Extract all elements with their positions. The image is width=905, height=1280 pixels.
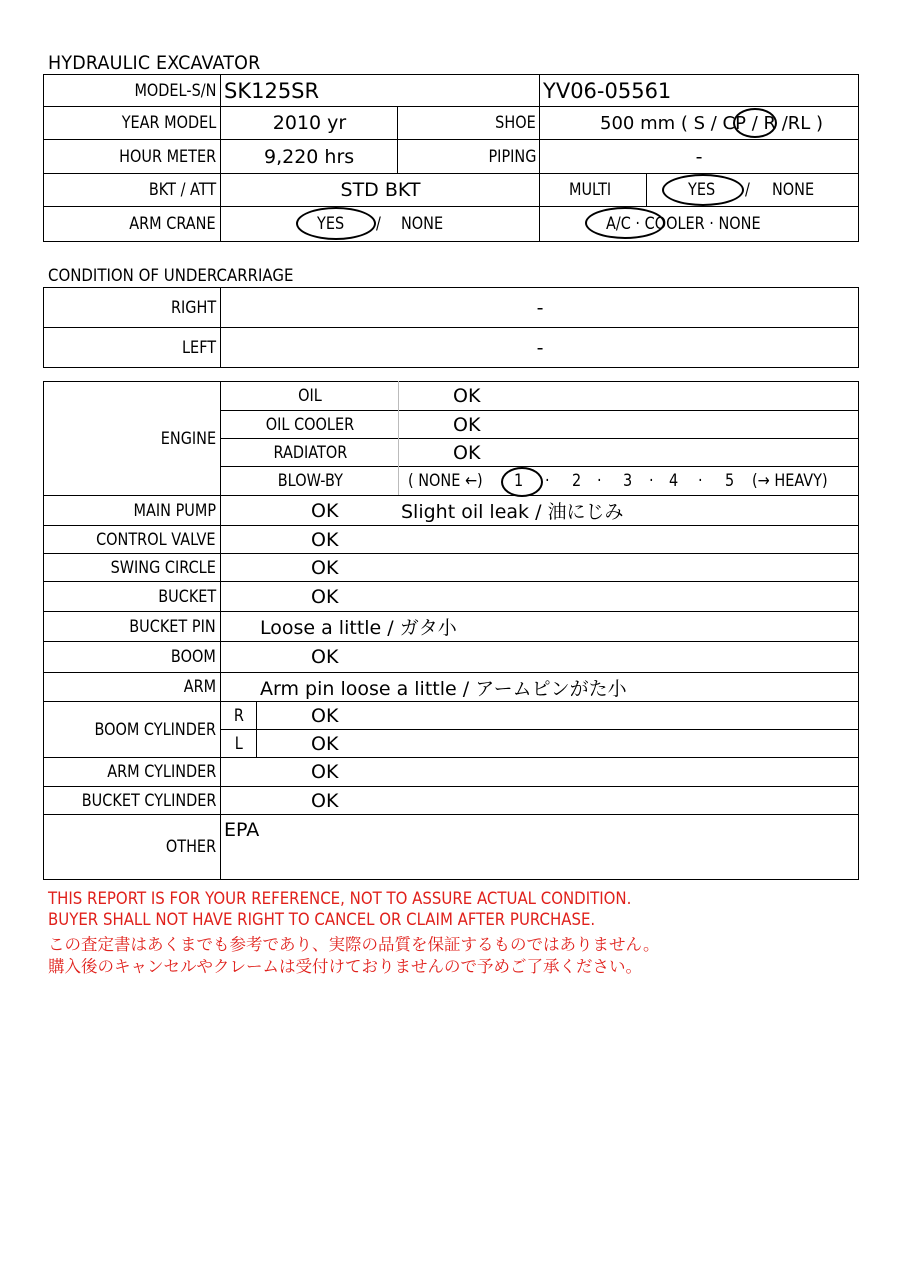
right-value-cell xyxy=(222,288,858,327)
blowby-2: 2 xyxy=(572,471,582,491)
document-title: HYDRAULIC EXCAVATOR xyxy=(48,52,261,74)
oil-cooler-value: OK xyxy=(453,413,481,436)
blowby-scale xyxy=(400,467,858,495)
bkt-att-label: BKT / ATT xyxy=(148,180,216,200)
piping-label-cell xyxy=(400,140,536,173)
multi-none: NONE xyxy=(772,180,815,200)
arm-value: Arm pin loose a little / アームピンがた小 xyxy=(260,677,627,700)
bkt-att-cell xyxy=(222,174,539,206)
boom-cyl-r-label: R xyxy=(233,705,245,726)
undercarriage-title: CONDITION OF UNDERCARRIAGE xyxy=(48,266,294,286)
blowby-dot: · xyxy=(597,471,602,491)
model-sn-label: MODEL-S/N xyxy=(134,80,216,101)
piping-value: - xyxy=(695,145,703,168)
arm-crane-none: NONE xyxy=(401,214,444,234)
control-valve-value: OK xyxy=(311,528,339,551)
serial-value: YV06-05561 xyxy=(543,78,672,103)
bucket-value: OK xyxy=(311,585,339,608)
radiator-value-cell xyxy=(453,439,553,466)
bucket-pin-value-cell xyxy=(260,612,850,641)
bkt-att-value: STD BKT xyxy=(340,179,421,201)
arm-crane-options xyxy=(222,207,538,241)
arm-cylinder-label: ARM CYLINDER xyxy=(106,762,216,782)
radiator-label-cell xyxy=(222,439,398,466)
shoe-selected-circle xyxy=(733,108,777,138)
bucket-cylinder-label-cell xyxy=(45,787,216,814)
year-model-label-cell xyxy=(45,107,216,139)
bucket-pin-label: BUCKET PIN xyxy=(129,616,216,637)
oil-value: OK xyxy=(453,385,481,407)
boom-cylinder-label: BOOM CYLINDER xyxy=(94,719,216,740)
disclaimer-line-2: BUYER SHALL NOT HAVE RIGHT TO CANCEL OR CLAIM AFTER PURCHASE. xyxy=(48,910,596,930)
year-model-label: YEAR MODEL xyxy=(121,113,216,133)
boom-label: BOOM xyxy=(171,647,216,667)
engine-label-cell xyxy=(45,382,216,495)
oil-cooler-label-cell xyxy=(222,411,398,438)
oil-cooler-label: OIL COOLER xyxy=(265,414,355,435)
boom-label-cell xyxy=(45,642,216,672)
shoe-label: SHOE xyxy=(495,113,536,133)
bucket-label-cell xyxy=(45,582,216,611)
boom-cylinder-label-cell xyxy=(45,702,216,757)
multi-yes: YES xyxy=(688,180,716,200)
multi-label: MULTI xyxy=(569,180,612,200)
radiator-value: OK xyxy=(453,441,481,464)
hour-meter-label-cell xyxy=(45,140,216,173)
swing-circle-label-cell xyxy=(45,554,216,581)
swing-circle-value-cell xyxy=(311,554,391,581)
blowby-4: 4 xyxy=(669,471,679,491)
blowby-1: 1 xyxy=(514,471,524,491)
arm-cylinder-value-cell xyxy=(311,758,391,786)
left-label-cell xyxy=(45,328,216,367)
arm-crane-yes: YES xyxy=(317,214,345,234)
model-value: SK125SR xyxy=(224,78,320,103)
right-label: RIGHT xyxy=(170,297,216,318)
blowby-label-cell xyxy=(222,467,398,495)
swing-circle-value: OK xyxy=(311,556,339,579)
arm-cylinder-value: OK xyxy=(311,761,339,783)
oil-value-cell xyxy=(453,382,553,410)
blowby-selected-circle xyxy=(501,467,543,497)
bucket-value-cell xyxy=(311,582,391,611)
blowby-5: 5 xyxy=(725,471,735,491)
model-sn-label-cell xyxy=(45,75,216,106)
left-label: LEFT xyxy=(181,337,216,358)
left-value-cell xyxy=(222,328,858,367)
shoe-label-cell xyxy=(400,107,536,139)
bucket-cylinder-value-cell xyxy=(311,787,391,814)
hour-meter-label: HOUR METER xyxy=(118,146,216,167)
blowby-dot: · xyxy=(545,471,550,491)
multi-selected-circle xyxy=(662,174,744,206)
main-pump-value: OK xyxy=(311,499,339,522)
oil-label-cell xyxy=(222,382,398,410)
right-value: - xyxy=(536,296,544,319)
other-label: OTHER xyxy=(165,837,216,857)
boom-cyl-l-value-cell xyxy=(311,730,391,757)
main-pump-note-cell xyxy=(401,496,851,525)
arm-label: ARM xyxy=(183,677,216,697)
boom-cyl-r-value: OK xyxy=(311,704,339,727)
engine-label: ENGINE xyxy=(160,428,216,449)
main-pump-note: Slight oil leak / 油にじみ xyxy=(401,501,624,523)
arm-cylinder-label-cell xyxy=(45,758,216,786)
arm-crane-slash: / xyxy=(376,214,381,234)
model-cell xyxy=(224,75,524,106)
main-pump-label-cell xyxy=(45,496,216,525)
disclaimer-line-4: 購入後のキャンセルやクレームは受付けておりませんので予めご了承ください。 xyxy=(48,957,642,976)
control-valve-value-cell xyxy=(311,526,391,553)
arm-value-cell xyxy=(260,673,850,701)
bucket-cylinder-label: BUCKET CYLINDER xyxy=(81,790,216,811)
control-valve-label-cell xyxy=(45,526,216,553)
hour-meter-cell xyxy=(264,140,397,173)
control-valve-label: CONTROL VALVE xyxy=(96,529,216,550)
disclaimer-line-1: THIS REPORT IS FOR YOUR REFERENCE, NOT TO ASSURE ACTUAL CONDITION. xyxy=(48,889,632,909)
boom-cyl-l-label: L xyxy=(234,733,244,754)
main-pump-value-cell xyxy=(311,496,391,525)
divider xyxy=(256,701,257,758)
other-label-cell xyxy=(45,815,216,879)
arm-label-cell xyxy=(45,673,216,701)
blowby-3: 3 xyxy=(623,471,633,491)
boom-value-cell xyxy=(311,642,391,672)
radiator-label: RADIATOR xyxy=(273,442,347,463)
piping-cell xyxy=(541,140,857,173)
divider xyxy=(397,106,398,173)
boom-value: OK xyxy=(311,646,339,668)
multi-slash: / xyxy=(745,180,750,200)
arm-crane-selected-circle xyxy=(296,207,376,240)
shoe-cell xyxy=(600,107,858,139)
aircon-selected-circle xyxy=(585,207,665,239)
piping-label: PIPING xyxy=(488,146,536,167)
boom-cyl-r-value-cell xyxy=(311,702,391,729)
bucket-pin-label-cell xyxy=(45,612,216,641)
oil-cooler-value-cell xyxy=(453,411,553,438)
boom-cyl-l-value: OK xyxy=(311,732,339,755)
hour-meter-value: 9,220 hrs xyxy=(264,145,355,168)
right-label-cell xyxy=(45,288,216,327)
main-pump-label: MAIN PUMP xyxy=(133,500,216,521)
arm-crane-label: ARM CRANE xyxy=(129,214,216,234)
other-value: EPA xyxy=(224,819,260,841)
blowby-dot: · xyxy=(698,471,703,491)
blowby-dot: · xyxy=(649,471,654,491)
shoe-value: 500 mm ( S / CP / R /RL ) xyxy=(600,112,824,134)
disclaimer-line-3: この査定書はあくまでも参考であり、実際の品質を保証するものではありません。 xyxy=(48,935,660,954)
year-model-cell xyxy=(222,107,397,139)
left-value: - xyxy=(536,336,544,359)
bucket-label: BUCKET xyxy=(157,586,216,607)
aircon-options: A/C · COOLER · NONE xyxy=(606,214,761,234)
blowby-none: ( NONE ←) xyxy=(408,471,483,491)
blowby-heavy: (→ HEAVY) xyxy=(752,471,828,491)
boom-cyl-r-label-cell xyxy=(222,702,256,729)
bkt-att-label-cell xyxy=(45,174,216,206)
bucket-pin-value: Loose a little / ガタ小 xyxy=(260,617,457,639)
bucket-cylinder-value: OK xyxy=(311,789,339,812)
year-model-value: 2010 yr xyxy=(272,112,347,134)
serial-cell xyxy=(543,75,843,106)
blowby-label: BLOW-BY xyxy=(277,471,343,491)
swing-circle-label: SWING CIRCLE xyxy=(110,557,216,578)
boom-cyl-l-label-cell xyxy=(222,730,256,757)
multi-label-cell xyxy=(569,174,645,206)
arm-crane-label-cell xyxy=(45,207,216,241)
oil-label: OIL xyxy=(298,386,322,406)
